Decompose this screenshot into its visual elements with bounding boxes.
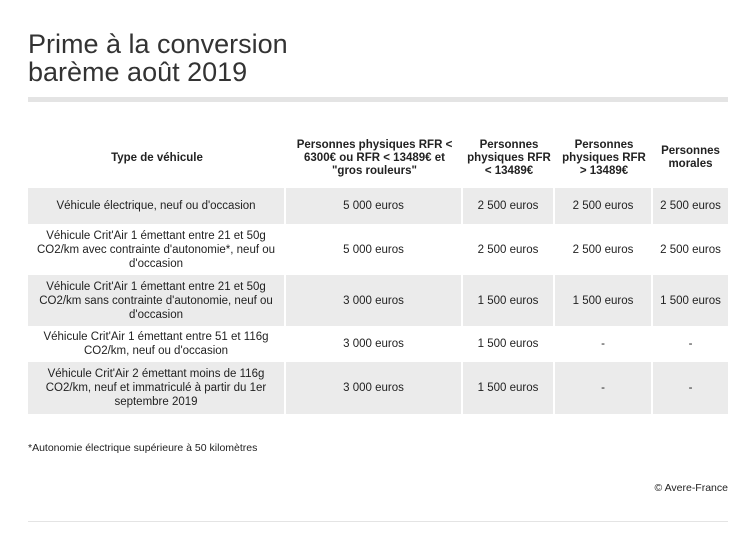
cell-vehicle-type: Véhicule Crit'Air 1 émettant entre 21 et 50g CO2/km avec contrainte d'autonomie*, neuf ou d'occasion (28, 224, 286, 275)
header-personnes-morales: Personnes morales (661, 145, 720, 170)
cell-amount: - (653, 326, 728, 362)
cell-amount: 2 500 euros (463, 188, 555, 224)
table-row (28, 188, 728, 224)
cell-amount: 2 500 euros (555, 224, 653, 275)
title-line-1: Prime à la conversion (28, 29, 288, 59)
source-credit: © Avere-France (654, 482, 728, 494)
cell-amount: - (653, 362, 728, 414)
cell-amount: 1 500 euros (555, 275, 653, 326)
cell-amount: 2 500 euros (463, 224, 555, 275)
table-row (28, 224, 728, 275)
cell-vehicle-type: Véhicule Crit'Air 1 émettant entre 21 et 50g CO2/km sans contrainte d'autonomie, neuf ou d'occasion (28, 275, 286, 326)
header-rfr-6300: Personnes physiques RFR < 6300€ ou RFR < 13489€ et "gros rouleurs" (296, 138, 453, 177)
table-row (28, 275, 728, 326)
cell-amount: 1 500 euros (463, 326, 555, 362)
cell-amount: 2 500 euros (653, 224, 728, 275)
cell-amount: 3 000 euros (286, 326, 463, 362)
cell-amount: 3 000 euros (286, 275, 463, 326)
footer-divider (28, 521, 728, 522)
cell-amount: 3 000 euros (286, 362, 463, 414)
prime-table (28, 128, 728, 414)
footnote: *Autonomie électrique supérieure à 50 kilomètres (28, 442, 258, 454)
header-rfr-below-13489: Personnes physiques RFR < 13489€ (467, 138, 551, 177)
table-row (28, 326, 728, 362)
title-line-2: barème août 2019 (28, 57, 248, 87)
cell-vehicle-type: Véhicule Crit'Air 2 émettant moins de 116g CO2/km, neuf et immatriculé à partir du 1er septembre 2019 (28, 362, 286, 414)
cell-amount: 1 500 euros (653, 275, 728, 326)
page-title (28, 30, 288, 86)
cell-amount: 1 500 euros (463, 362, 555, 414)
table-header-row (28, 128, 728, 188)
cell-amount: 1 500 euros (463, 275, 555, 326)
title-divider (28, 97, 728, 102)
cell-amount: - (555, 326, 653, 362)
header-rfr-above-13489: Personnes physiques RFR > 13489€ (562, 138, 646, 177)
cell-vehicle-type: Véhicule Crit'Air 1 émettant entre 51 et 116g CO2/km, neuf ou d'occasion (28, 326, 286, 362)
table-row (28, 362, 728, 414)
cell-vehicle-type: Véhicule électrique, neuf ou d'occasion (28, 188, 286, 224)
cell-amount: 5 000 euros (286, 188, 463, 224)
cell-amount: - (555, 362, 653, 414)
cell-amount: 2 500 euros (555, 188, 653, 224)
cell-amount: 5 000 euros (286, 224, 463, 275)
cell-amount: 2 500 euros (653, 188, 728, 224)
header-type-vehicule: Type de véhicule (111, 151, 203, 164)
